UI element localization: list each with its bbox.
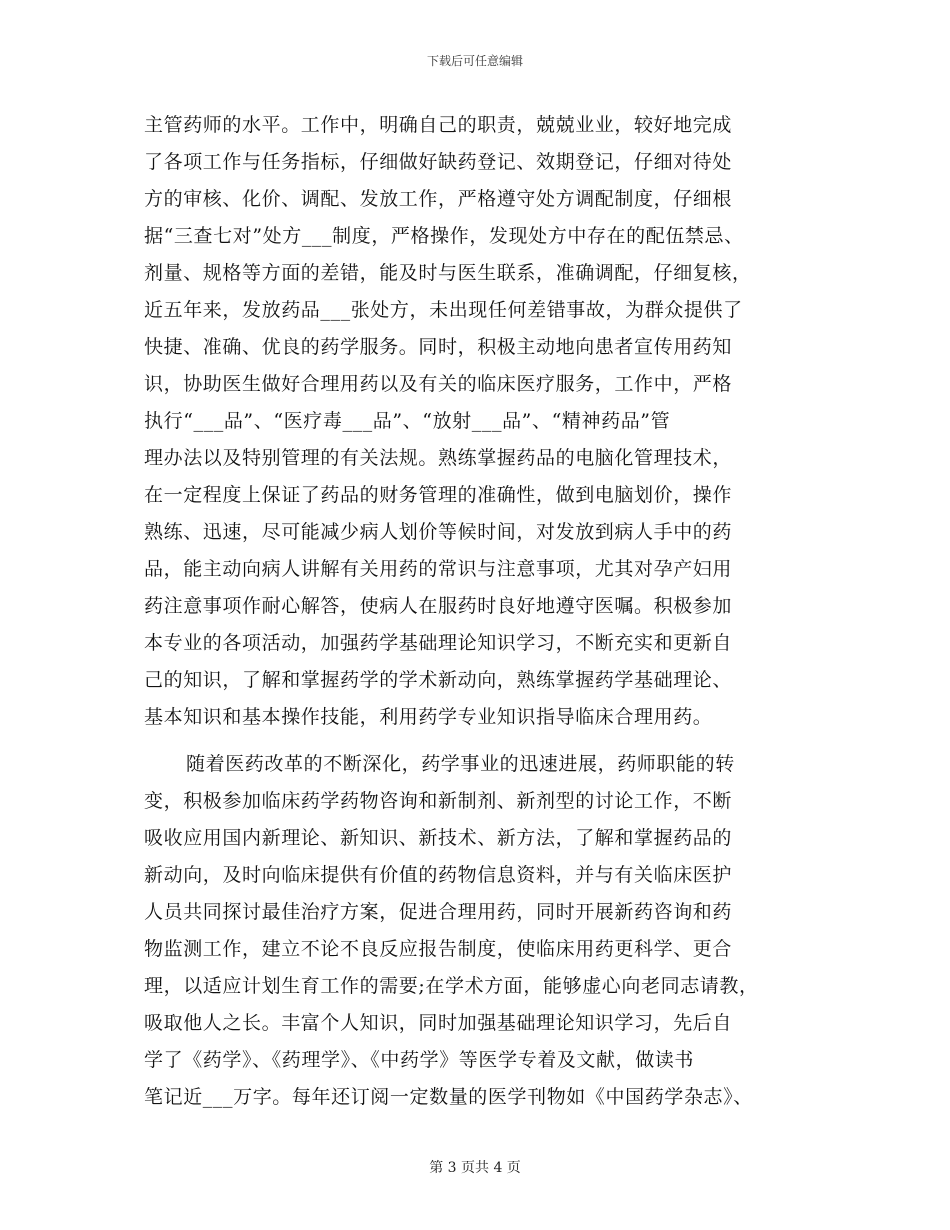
text-line: 吸取他人之长。丰富个人知识，同时加强基础理论知识学习，先后自 [144,1012,733,1034]
text-line: 品，能主动向病人讲解有关用药的常识与注意事项，尤其对孕产妇用 [144,558,733,580]
text-line: 新动向，及时向临床提供有价值的药物信息资料，并与有关临床医护 [144,864,733,886]
paragraph-spacer [144,736,824,746]
text-line: 熟练、迅速，尽可能减少病人划价等候时间，对发放到病人手中的药 [144,521,733,543]
text-line: 理，以适应计划生育工作的需要;在学术方面，能够虚心向老同志请教， [144,975,759,997]
text-line: 学了《药学》、《药理学》、《中药学》等医学专着及文献，做读书 [144,1049,695,1071]
text-line: 己的知识，了解和掌握药学的学术新动向，熟练掌握药学基础理论、 [144,669,733,691]
document-body [144,107,824,1116]
text-line: 快捷、准确、优良的药学服务。同时，积极主动地向患者宣传用药知 [144,336,733,358]
paragraph-2 [144,746,824,1116]
text-line: 剂量、规格等方面的差错，能及时与医生联系，准确调配，仔细复核， [144,262,752,284]
text-line: 笔记近___万字。每年还订阅一定数量的医学刊物如《中国药学杂志》、 [144,1086,753,1108]
text-line: 方的审核、化价、调配、发放工作，严格遵守处方调配制度，仔细根 [144,188,733,210]
page-number: 第 3 页共 4 页 [429,1160,521,1176]
text-line: 本专业的各项活动，加强药学基础理论知识学习，不断充实和更新自 [144,632,733,654]
text-line: 主管药师的水平。工作中，明确自己的职责，兢兢业业，较好地完成 [144,114,733,136]
text-line: 执行“___品”、“医疗毒___品”、“放射___品”、“精神药品”管 [144,410,671,432]
text-line: 识，协助医生做好合理用药以及有关的临床医疗服务，工作中，严格 [144,373,733,395]
text-line: 基本知识和基本操作技能，利用药学专业知识指导临床合理用药。 [144,706,713,728]
text-line: 变，积极参加临床药学药物咨询和新制剂、新剂型的讨论工作，不断 [144,790,733,812]
text-line: 在一定程度上保证了药品的财务管理的准确性，做到电脑划价，操作 [144,484,733,506]
text-line: 人员共同探讨最佳治疗方案，促进合理用药，同时开展新药咨询和药 [144,901,733,923]
text-line: 物监测工作，建立不论不良反应报告制度，使临床用药更科学、更合 [144,938,733,960]
text-line: 理办法以及特别管理的有关法规。熟练掌握药品的电脑化管理技术， [144,447,733,469]
text-line: 药注意事项作耐心解答，使病人在服药时良好地遵守医嘱。积极参加 [144,595,733,617]
text-line: 吸收应用国内新理论、新知识、新技术、新方法，了解和掌握药品的 [144,827,733,849]
page-header: 下载后可任意编辑 [426,54,523,68]
text-line: 随着医药改革的不断深化，药学事业的迅速进展，药师职能的转 [186,753,735,775]
text-line: 近五年来，发放药品___张处方，未出现任何差错事故，为群众提供了 [144,299,743,321]
text-line: 了各项工作与任务指标，仔细做好缺药登记、效期登记，仔细对待处 [144,151,733,173]
text-line: 据“三查七对”处方___制度，严格操作，发现处方中存在的配伍禁忌、 [144,225,744,247]
paragraph-1 [144,107,824,736]
